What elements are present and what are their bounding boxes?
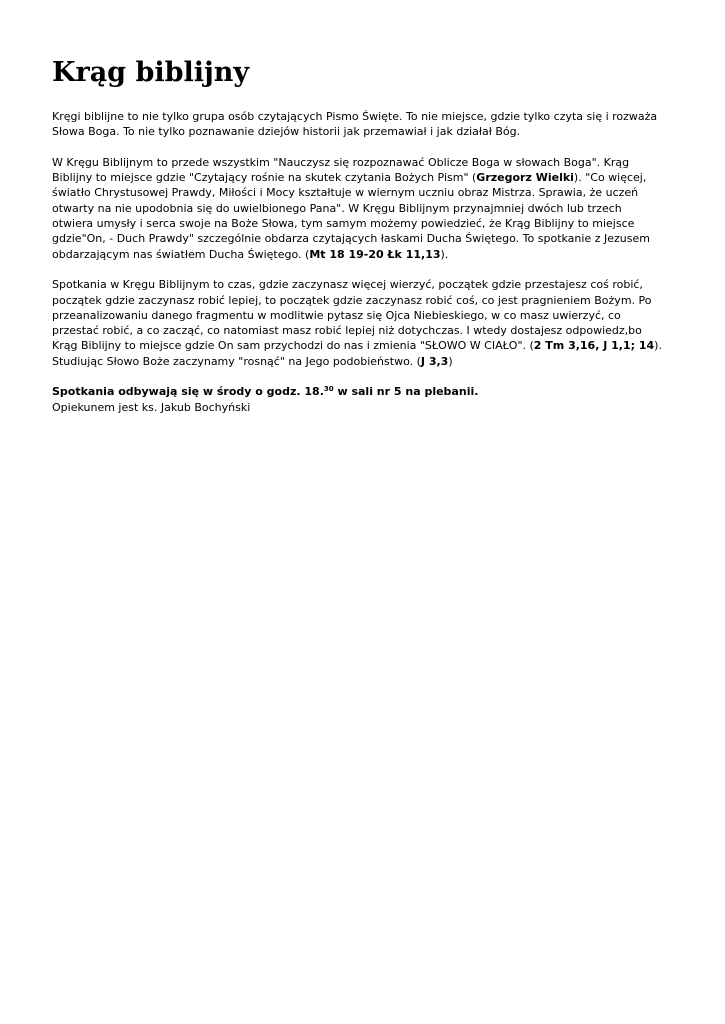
scripture-reference: 2 Tm 3,16, J 1,1; 14 bbox=[533, 339, 655, 353]
meeting-prefix: Spotkania odbywają się w środy o godz. 18. bbox=[52, 385, 324, 399]
third-paragraph-text-a: Spotkania w Kręgu Biblijnym to czas, gdzie zaczynasz więcej wierzyć, początek gdzie przestajesz coś robić, początek gdzie zaczynasz robić lepiej, to początek gdzie zaczynasz robić coś, co jest pragnieniem Bożym. Po przeanalizowaniu danego fragmentu w modlitwie pytasz się Ojca Niebieskiego, w co masz uwierzyć, co przestać robić, a co zacząć, co natomiast masz robić lepiej niż dotychczas. I wtedy dostajesz odpowiedz,bo Krąg Biblijny to miejsce gdzie On sam przychodzi do nas i zmienia "SŁOWO W CIAŁO". ( bbox=[52, 278, 652, 353]
third-paragraph-text-b: ). Studiując Słowo Boże zaczynamy "rosnąć" na Jego podobieństwo. ( bbox=[52, 339, 662, 368]
third-paragraph-text-c: ) bbox=[448, 354, 453, 368]
second-paragraph-text-b: ). "Co więcej, światło Chrystusowej Prawdy, Miłości i Mocy kształtuje w wiernym uczniu obraz Mistrza. Sprawia, że uczeń otwarty na nie upodobnia się do uwielbionego Pana". W Kręgu Biblijnym przynajmniej dwóch lub trzech otwiera umysły i serca swoje na Boże Słowa, tym samym możemy powiedzieć, że Krąg Biblijny to miejsce gdzie"On, - Duch Prawdy" szczególnie obdarza czytających łaskami Ducha Świętego. To spotkanie z Jezusem obdarzającym nas światłem Ducha Świętego. ( bbox=[52, 171, 650, 261]
guardian-info: Opiekunem jest ks. Jakub Bochyński bbox=[52, 400, 251, 414]
page-title: Krąg biblijny bbox=[52, 57, 250, 88]
intro-paragraph bbox=[52, 109, 664, 140]
second-paragraph bbox=[52, 155, 664, 262]
meeting-minutes: 30 bbox=[323, 385, 334, 394]
intro-text: Kręgi biblijne to nie tylko grupa osób czytających Pismo Święte. To nie miejsce, gdzie tylko czyta się i rozważa Słowa Boga. To nie tylko poznawanie dziejów historii jak przemawiał i jak działał Bóg. bbox=[52, 110, 658, 139]
article bbox=[52, 52, 664, 415]
second-paragraph-text-c: ). bbox=[440, 247, 449, 261]
quote-author: Grzegorz Wielki bbox=[476, 171, 574, 185]
meeting-info bbox=[52, 384, 664, 415]
second-paragraph-text-a: W Kręgu Biblijnym to przede wszystkim "Nauczysz się rozpoznawać Oblicze Boga w słowach Boga". Krąg Biblijny to miejsce gdzie "Czytający rośnie na skutek czytania Bożych Pism" ( bbox=[52, 155, 630, 185]
scripture-reference: Mt 18 19-20 Łk 11,13 bbox=[309, 247, 441, 261]
meeting-time bbox=[52, 385, 478, 398]
third-paragraph bbox=[52, 277, 664, 369]
meeting-suffix: w sali nr 5 na plebanii. bbox=[333, 385, 479, 399]
scripture-reference: J 3,3 bbox=[420, 354, 449, 368]
